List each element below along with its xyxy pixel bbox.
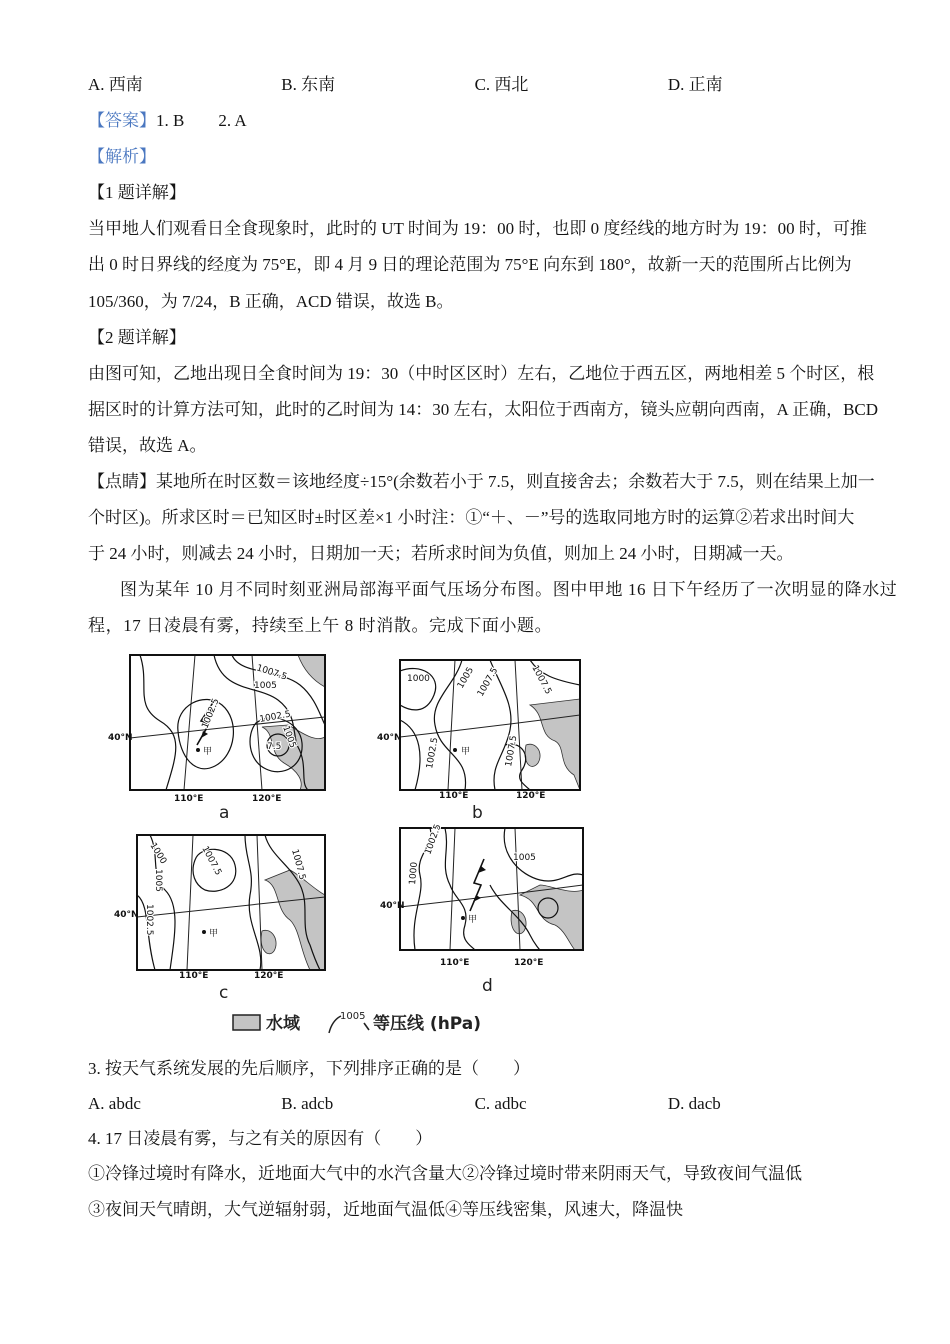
map-a-panel-letter: a [219,802,230,823]
previous-question-options [88,67,950,103]
map-b-isobar-label: 1005 [455,665,477,690]
answer-line [88,103,950,139]
option-c: C. 西北 [474,75,529,94]
map-d-cold-front [470,859,486,911]
question-4-line: ①冷锋过境时有降水，近地面大气中的水汽含量大②冷锋过境时带来阴雨天气，导致夜间气温低 [88,1164,802,1184]
map-a-point-marker [196,748,200,752]
map-d-point-marker [461,916,465,920]
map-a-water-area [298,655,325,687]
detail2-line: 由图可知，乙地出现日全食时间为 19：30（中时区区时）左右，乙地位于西五区，两地相差 5 个时区，根 [88,363,875,383]
tip-line: 于 24 小时，则减去 24 小时，日期加一天；若所求时间为负值，则加上 24 小时，日期减一天。 [88,544,794,564]
map-c [114,835,325,1003]
map-c-isobar-label: 1007.5 [289,847,307,881]
map-a-isobar-label: 1005 [254,680,277,691]
map-a-isobar-label: 1002.5 [258,709,292,725]
map-c-isobar-label: 1002.5 [144,903,154,935]
map-b-point-marker [453,748,457,752]
map-b-isobar-label: 1007.5 [529,663,553,696]
map-d [380,823,583,996]
map-a-meridian-110e [184,655,195,790]
map-c-isobar-label: 1007.5 [199,844,223,877]
map-d-panel-letter: d [482,975,493,996]
passage-line: 图为某年 10 月不同时刻亚洲局部海平面气压场分布图。图中甲地 16 日下午经历了一次明显的降水过 [120,580,898,600]
map-a-isobar-label: 1002.5 [200,696,222,730]
option-d: D. 正南 [667,75,723,94]
map-c-isobar-label: 1000 [147,840,169,866]
legend-water-label: 水域 [266,1013,300,1034]
question-3-stem: 3. 按天气系统发展的先后顺序，下列排序正确的是（ ） [88,1058,530,1078]
question-4-line: ③夜间天气晴朗，大气逆辐射弱，近地面气温低④等压线密集，风速大，降温快 [88,1199,683,1219]
detail1-heading: 【1 题详解】 [88,183,186,203]
map-c-water-area [261,930,276,953]
map-d-meridian-110e [450,828,455,950]
passage-line: 程，17 日凌晨有雾，持续至上午 8 时消散。完成下面小题。 [88,616,553,636]
map-c-meridian-110e [187,835,193,970]
map-a-lon-label-120: 120°E [252,793,282,804]
option-a: A. 西南 [88,75,143,94]
pressure-map-svg [0,645,950,1050]
map-d-lon-label-110: 110°E [440,957,470,968]
legend-isobar-value: 1005 [340,1010,366,1022]
map-d-point-label: 甲 [468,914,478,925]
q3-option-d: D. dacb [667,1093,721,1113]
map-b-panel-letter: b [472,802,483,823]
map-b-point-label: 甲 [461,746,471,757]
tip-line: 个时区)。所求区时＝已知区时±时区差×1 小时注：①“＋、－”号的选取同地方时的运算②若求出时间大 [88,508,855,528]
legend-water-swatch [233,1015,260,1030]
map-b-isobar [400,720,420,790]
map-c-point-label: 甲 [209,928,219,939]
map-b-water-area [530,699,580,790]
detail1-line: 当甲地人们观看日全食现象时，此时的 UT 时间为 19：00 时，也即 0 度经线的地方时为 19：00 时，可推 [88,219,867,239]
map-d-isobar-label: 1002.5 [423,822,444,856]
question-3-options [88,1086,950,1121]
map-b-meridian-110e [448,660,455,790]
detail2-heading: 【2 题详解】 [88,327,186,347]
map-legend [233,1011,481,1034]
detail2-line: 错误，故选 A。 [88,435,207,455]
map-d-isobar-label: 1005 [513,852,536,863]
detail2-line: 据区时的计算方法可知，此时的乙时间为 14：30 左右，太阳位于西南方，镜头应朝向西南，A 正确，BCD [88,399,879,419]
detail1-line: 出 0 时日界线的经度为 75°E，即 4 月 9 日的理论范围为 75°E 向东到 180°，故新一天的范围所占比例为 [88,255,852,275]
q3-option-c: C. adbc [474,1093,527,1113]
map-d-lon-label-120: 120°E [514,957,544,968]
question-4-stem: 4. 17 日凌晨有雾，与之有关的原因有（ ） [88,1129,433,1149]
map-b [377,660,580,823]
map-b-isobar-label: 1002.5 [425,736,441,770]
map-b-lat-label: 40°N [377,732,402,743]
map-a-lon-label-110: 110°E [174,793,204,804]
legend-isobar-label: 等压线 (hPa) [373,1013,482,1034]
map-c-lon-label-120: 120°E [254,970,284,981]
map-b-lon-label-120: 120°E [516,790,546,801]
tip-tag: 【点睛】 [88,472,156,492]
map-b-isobar-label: 1000 [407,673,430,684]
map-c-isobar-label: 1005 [153,868,163,892]
map-b-water-area [525,744,540,766]
map-a-isobar [140,655,176,790]
tip-line [88,464,950,500]
map-c-isobar [245,835,261,970]
map-a-isobar-label: 1007.5 [255,662,289,683]
detail1-line: 105/360，为 7/24，B 正确，ACD 错误，故选 B。 [88,291,454,311]
q3-option-b: B. adcb [281,1093,334,1113]
map-a-point-label: 甲 [203,746,213,757]
option-b: B. 东南 [281,75,336,94]
map-b-isobar-label: 1007.5 [504,734,520,768]
map-b-isobar-label: 1007.5 [475,665,501,698]
map-d-lat-label: 40°N [380,900,405,911]
map-c-lat-label: 40°N [114,909,139,920]
answer-text: 1. B 2. A [156,111,247,131]
q3-option-a: A. abdc [88,1093,141,1113]
map-a [108,655,325,823]
map-c-panel-letter: c [219,982,229,1003]
pressure-map-figure [0,645,950,1050]
answer-tag: 【答案】 [88,111,156,131]
legend-isobar-symbol-tail [364,1023,369,1030]
map-c-water-area [265,870,325,970]
map-a-lat-label: 40°N [108,732,133,743]
map-c-lon-label-110: 110°E [179,970,209,981]
map-d-isobar-label: 1000 [408,861,420,885]
map-b-lon-label-110: 110°E [439,790,469,801]
questions-block [0,1051,950,1227]
map-d-isobar [445,828,478,950]
map-a-isobar-label: 7.5 [267,741,282,752]
map-c-point-marker [202,930,206,934]
map-a-isobar-label: 1005 [280,724,298,750]
tip-text: 某地所在时区数＝该地经度÷15°(余数若小于 7.5，则直接舍去；余数若大于 7.5，则在结果上加一 [156,472,875,492]
analysis-tag: 【解析】 [88,147,156,167]
